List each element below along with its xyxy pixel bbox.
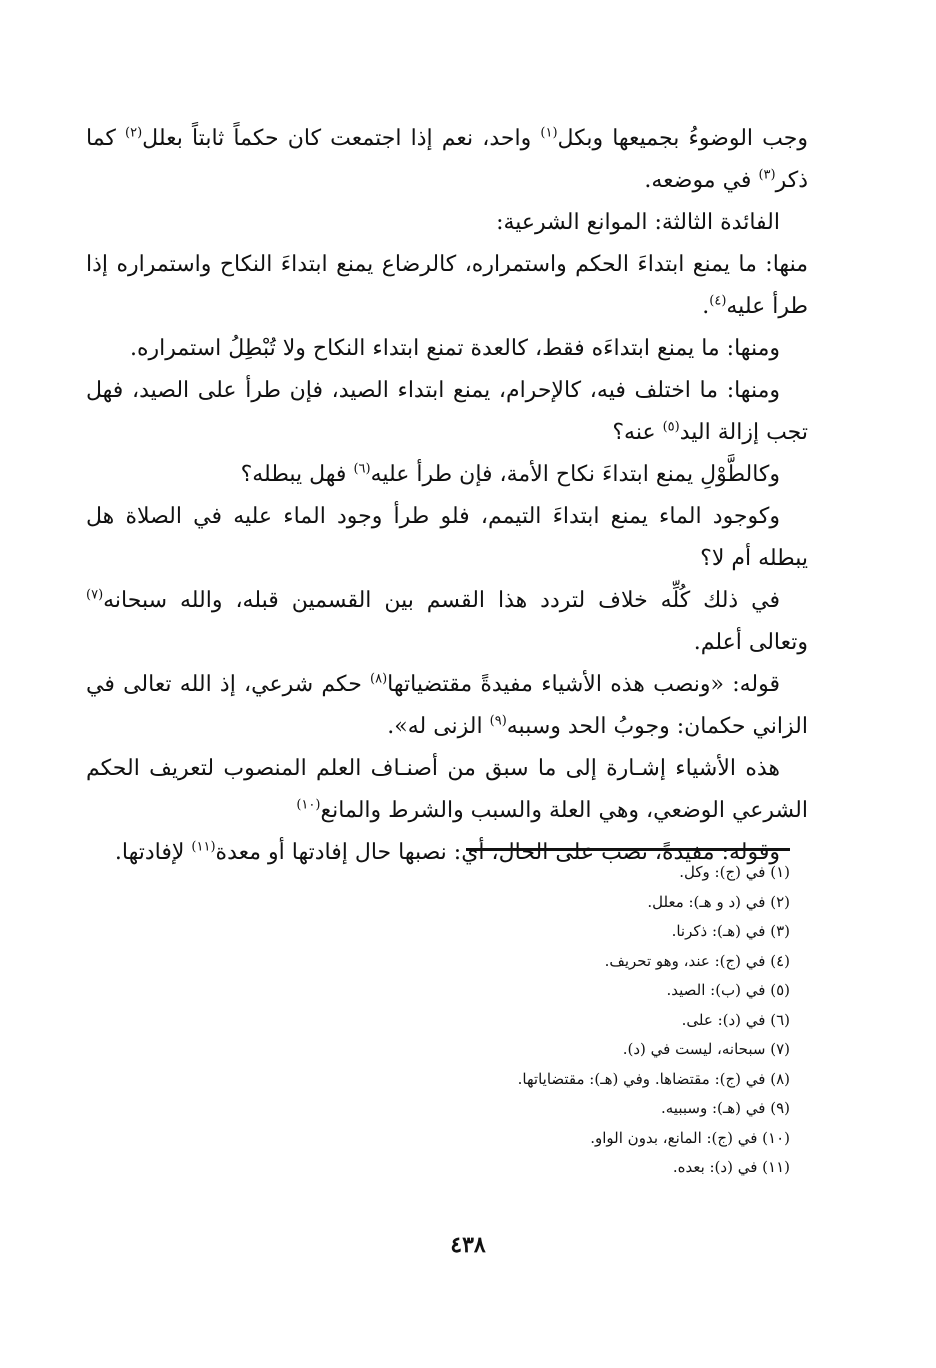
footnote: (٢) في (د و هـ): معلل. (647, 892, 790, 911)
footnote: (٧) سبحانه، ليست في (د). (622, 1040, 790, 1058)
footnote-marker: (١٠) (296, 797, 321, 813)
text-segment: حكم شرعي، إذ الله تعالى في الزاني حكمان: وجوبُ الحد وسببه (86, 672, 808, 739)
text-segment: وكالطَّوْلِ يمنع ابتداءَ نكاح الأمة، فإن طرأ عليه (370, 462, 780, 487)
text-segment: وتعالى أعلم. (693, 630, 808, 655)
paragraph (86, 118, 808, 202)
text-segment: ومنها: ما يمنع ابتداءَه فقط، كالعدة تمنع ابتداء النكاح ولا تُبْطِلُ استمراره. (129, 336, 780, 361)
text-segment: . (702, 294, 710, 319)
text-segment: واحد، نعم إذا اجتمعت كان حكماً ثابتاً بعلل (142, 126, 541, 151)
footnote: (٩) في (هـ): وسببيه. (660, 1099, 790, 1117)
footnote-marker: (٥) (662, 419, 680, 435)
page-number: ٤٣٨ (450, 1232, 486, 1258)
paragraph (86, 244, 808, 328)
footnotes-list (300, 858, 790, 1183)
paragraph (86, 202, 808, 244)
footnote-marker: (٦) (353, 461, 371, 477)
paragraph (86, 664, 808, 748)
footnote-marker: (٧) (86, 587, 104, 603)
paragraph (86, 370, 808, 454)
paragraph (86, 580, 808, 664)
text-segment: الزنى له». (387, 714, 490, 739)
text-segment: وكوجود الماء يمنع ابتداءَ التيمم، فلو طرأ وجود الماء عليه في الصلاة هل يبطله أم لا؟ (86, 504, 808, 571)
footnote: (٥) في (ب): الصيد. (666, 981, 790, 999)
footnote-separator (466, 848, 790, 851)
footnote: (١١) في (د): بعده. (672, 1158, 790, 1176)
footnote-marker: (٨) (370, 671, 388, 687)
text-segment: فهل يبطله؟ (240, 462, 354, 487)
footnote: (١٠) في (ج): المانع، بدون الواو. (590, 1128, 790, 1147)
text-segment: ومنها: ما اختلف فيه، كالإحرام، يمنع ابتداء الصيد، فإن طرأ على الصيد، فهل تجب إزالة اليد (86, 378, 808, 445)
footnote-marker: (١) (540, 125, 558, 141)
text-segment: وقوله: مفيدةً، نصب على الحال، أي: نصبها حال إفادتها أو معدة (215, 840, 780, 865)
text-segment: هذه الأشياء إشـارة إلى ما سبق من أصنـاف العلم المنصوب لتعريف الحكم الشرعي الوضعي، وهي العلة والسبب والشرط والمانع (86, 756, 808, 823)
text-segment: عنه؟ (612, 420, 663, 445)
footnote-marker: (٣) (758, 167, 776, 183)
paragraph (86, 328, 808, 370)
footnote-marker: (٩) (489, 713, 507, 729)
paragraph (86, 496, 808, 580)
text-segment: منها: ما يمنع ابتداءَ الحكم واستمراره، كالرضاع يمنع ابتداءَ النكاح واستمراره إذا طرأ عليه (86, 252, 808, 319)
text-segment: في موضعه. (644, 168, 759, 193)
footnote: (٣) في (هـ): ذكرنا. (671, 922, 790, 940)
paragraph (86, 748, 808, 832)
text-segment: في ذلك كُلِّه خلاف لتردد هذا القسم بين القسمين قبله، والله سبحانه (103, 588, 780, 613)
footnote-marker: (٤) (709, 293, 727, 309)
text-segment: الفائدة الثالثة: الموانع الشرعية: (496, 210, 780, 235)
text-segment: كما ذكر (86, 126, 808, 193)
text-segment: وجب الوضوءُ بجميعها وبكل (557, 126, 809, 151)
main-text (86, 118, 808, 874)
footnote: (١) في (ج): وكل. (679, 863, 790, 881)
footnote: (٨) في (ج): مقتضاها. وفي (هـ): مقتضاياتها. (517, 1069, 790, 1088)
footnote-marker: (٢) (125, 125, 143, 141)
text-segment: لإفادتها. (114, 840, 192, 865)
footnote-marker: (١١) (191, 839, 216, 855)
footnote: (٤) في (ج): عند، وهو تحريف. (604, 951, 790, 970)
footnote: (٦) في (د): على. (681, 1010, 790, 1029)
text-segment: قوله: «ونصب هذه الأشياء مفيدةً مقتضياتها (387, 672, 781, 697)
paragraph (86, 454, 808, 496)
